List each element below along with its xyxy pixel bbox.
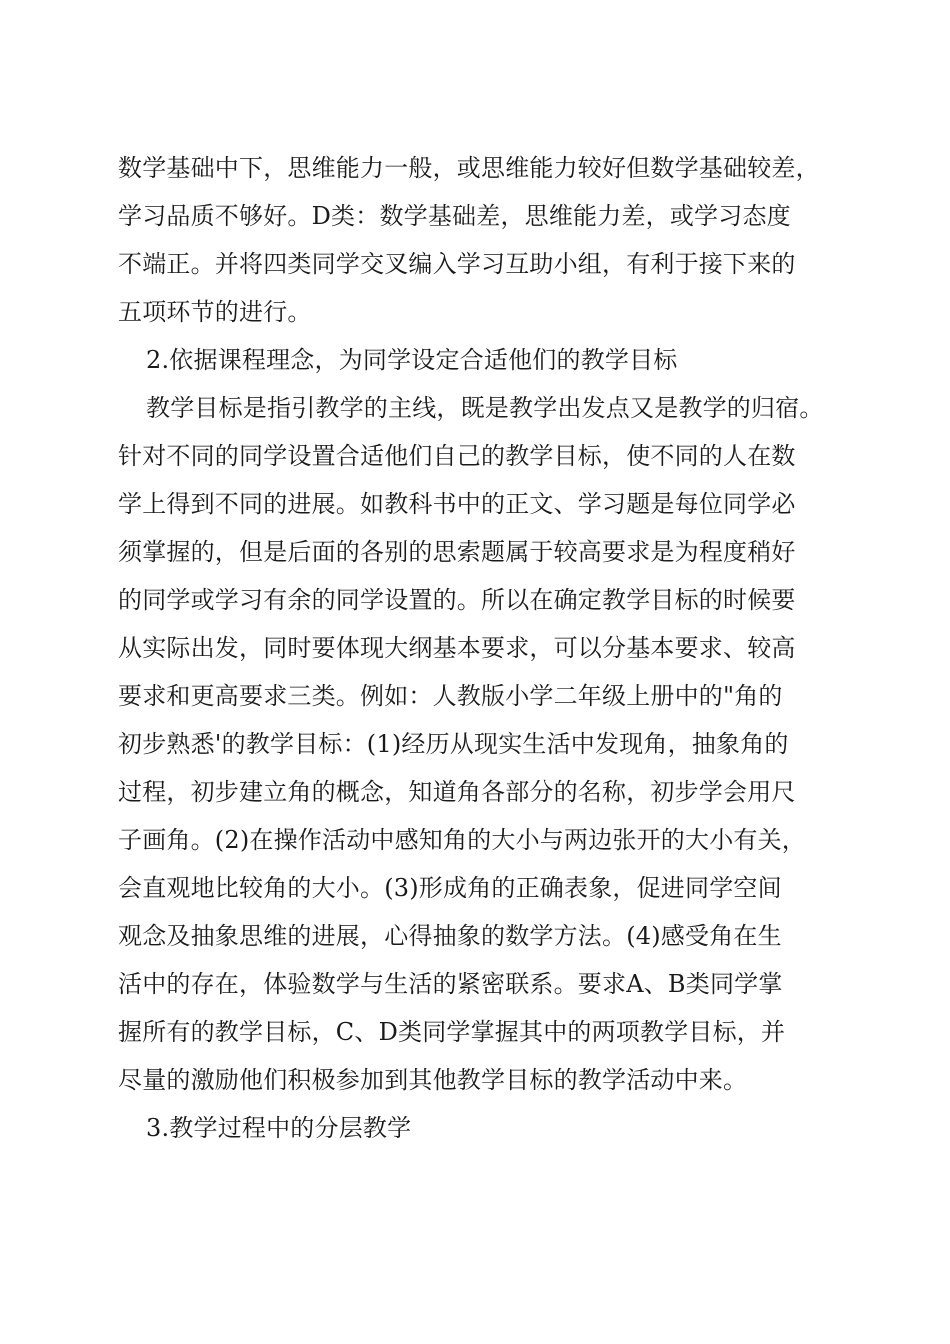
text-line: 学习品质不够好。D类：数学基础差，思维能力差，或学习态度 xyxy=(118,202,791,230)
text-line: 握所有的教学目标，C、D类同学掌握其中的两项教学目标，并 xyxy=(118,1018,786,1046)
text-line: 要求和更高要求三类。例如：人教版小学二年级上册中的"角的 xyxy=(118,682,783,710)
text-line: 活中的存在，体验数学与生活的紧密联系。要求A、B类同学掌 xyxy=(118,970,783,998)
text-line: 五项环节的进行。 xyxy=(118,298,312,326)
text-line: 观念及抽象思维的进展，心得抽象的数学方法。(4)感受角在生 xyxy=(118,922,782,950)
text-line: 须掌握的，但是后面的各别的思索题属于较高要求是为程度稍好 xyxy=(118,538,796,566)
text-line: 从实际出发，同时要体现大纲基本要求，可以分基本要求、较高 xyxy=(118,634,796,662)
text-line: 的同学或学习有余的同学设置的。所以在确定教学目标的时候要 xyxy=(118,586,796,614)
text-line: 子画角。(2)在操作活动中感知角的大小与两边张开的大小有关， xyxy=(118,826,806,854)
section-heading: 3.教学过程中的分层教学 xyxy=(146,1114,412,1142)
text-line: 数学基础中下，思维能力一般，或思维能力较好但数学基础较差， xyxy=(118,154,820,182)
text-line: 过程，初步建立角的概念，知道角各部分的名称，初步学会用尺 xyxy=(118,778,796,806)
text-line: 学上得到不同的进展。如教科书中的正文、学习题是每位同学必 xyxy=(118,490,796,518)
text-line: 会直观地比较角的大小。(3)形成角的正确表象，促进同学空间 xyxy=(118,874,782,902)
paragraph-first-line: 教学目标是指引教学的主线，既是教学出发点又是教学的归宿。 xyxy=(146,394,824,422)
section-heading: 2.依据课程理念，为同学设定合适他们的教学目标 xyxy=(146,346,678,374)
document-body xyxy=(118,144,842,1152)
text-line: 初步熟悉'的教学目标：(1)经历从现实生活中发现角，抽象角的 xyxy=(118,730,789,758)
text-line: 尽量的激励他们积极参加到其他教学目标的教学活动中来。 xyxy=(118,1066,748,1094)
text-line: 针对不同的同学设置合适他们自己的教学目标，使不同的人在数 xyxy=(118,442,796,470)
text-line: 不端正。并将四类同学交叉编入学习互助小组，有利于接下来的 xyxy=(118,250,796,278)
